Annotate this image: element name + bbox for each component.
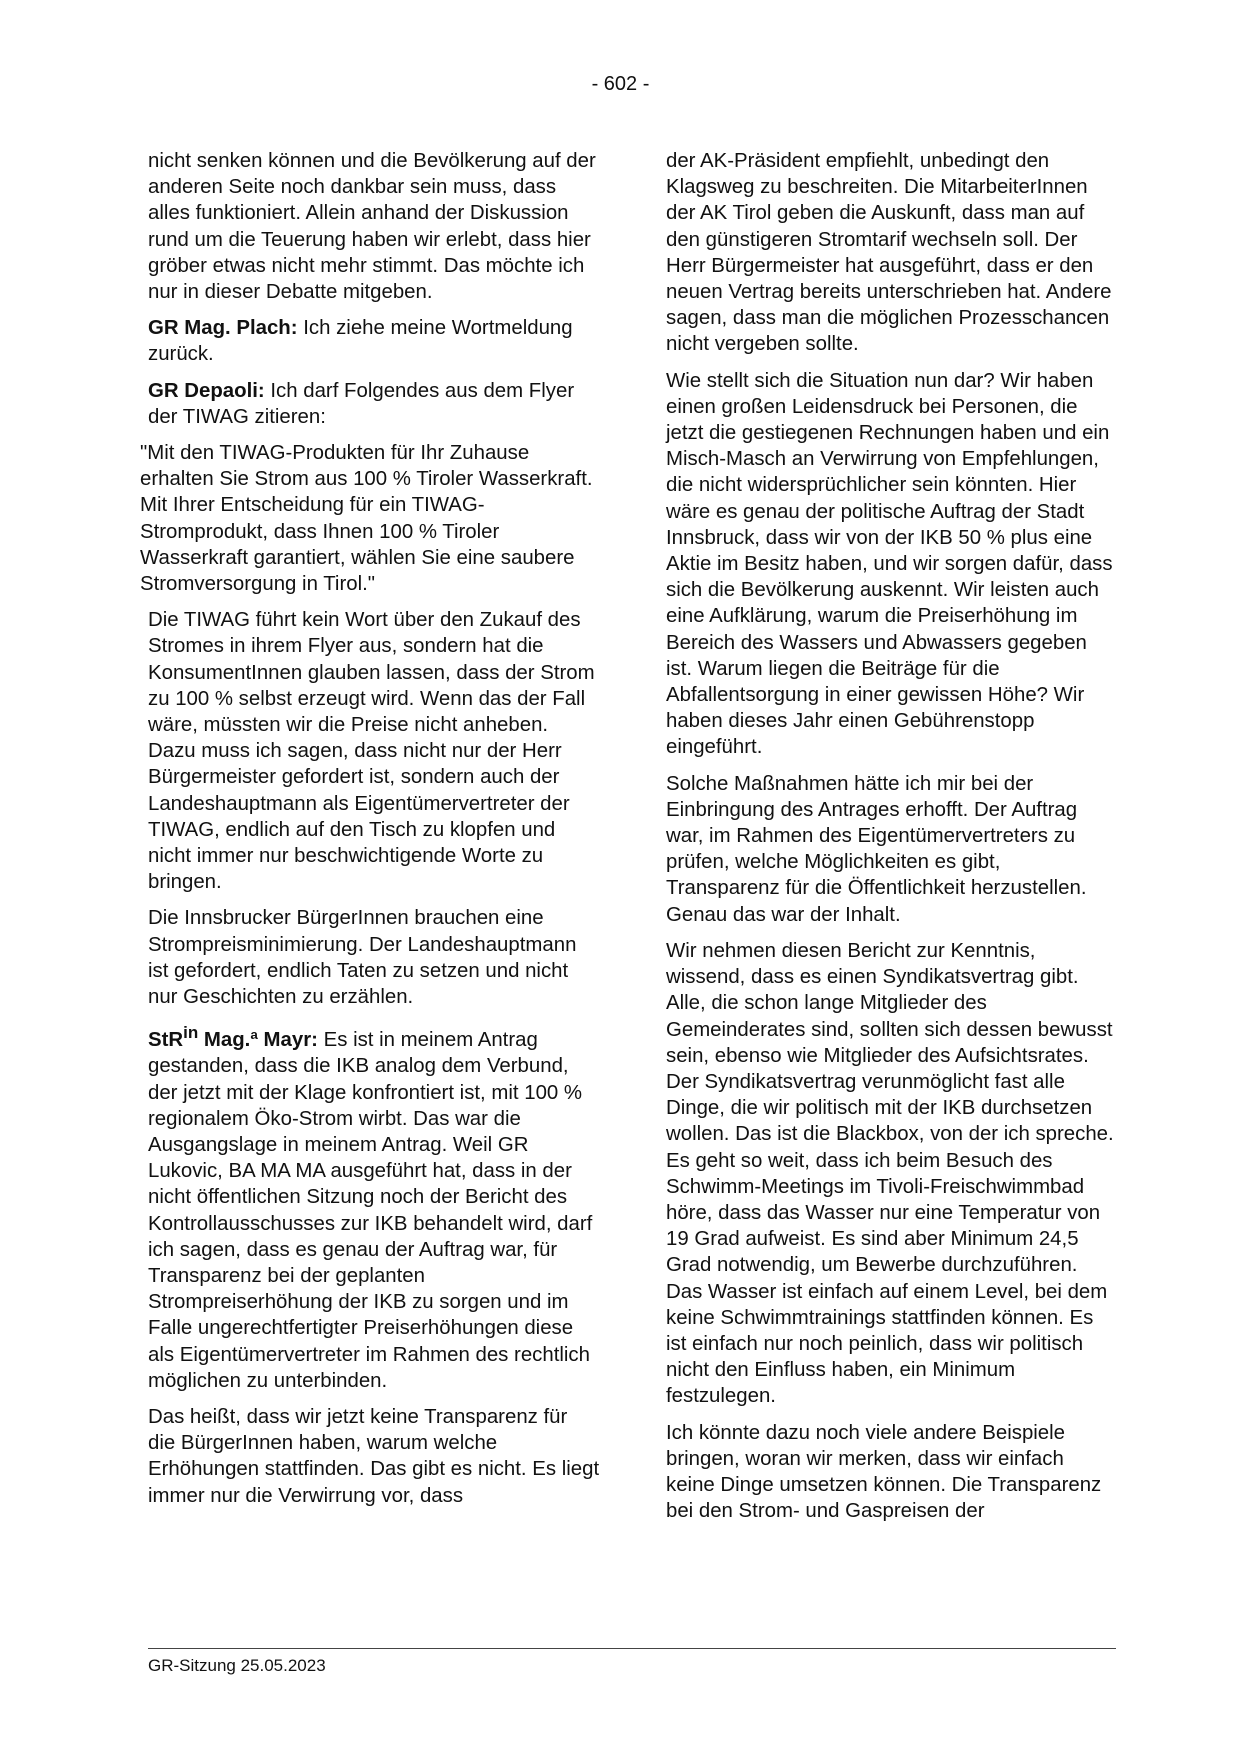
paragraph: Wie stellt sich die Situation nun dar? Wir haben einen großen Leidensdruck bei Personen, die jetzt die gestiegenen Rechnungen haben und ein Misch-Masch an Verwirrung von Empfehlungen, die nicht widersprüchlicher sein könnten. Hier wäre es genau der politische Auftrag der Stadt Innsbruck, dass wir von der IKB 50 % plus eine Aktie im Besitz haben, und wir sorgen dafür, dass sich die Bevölkerung auskennt. Wir leisten auch eine Aufklärung, warum die Preiserhöhung im Bereich des Wassers und Abwassers gegeben ist. Warum liegen die Beiträge für die Abfallentsorgung in einer gewissen Höhe? Wir haben dieses Jahr einen Gebührenstopp eingeführt. [666,369,1113,759]
paragraph: Solche Maßnahmen hätte ich mir bei der Einbringung des Antrages erhofft. Der Auftrag war, im Rahmen des Eigentümervertreters zu prüfen, welche Möglichkeiten es gibt, Transparenz für die Öffentlichkeit herzustellen. Genau das war der Inhalt. [666,772,1087,926]
left-column [140,148,600,1519]
speaker-title-sup: in [183,1023,199,1043]
paragraph: der AK-Präsident empfiehlt, unbedingt den Klagsweg zu beschreiten. Die MitarbeiterInnen der AK Tirol geben die Auskunft, dass man auf den günstigeren Stromtarif wechseln soll. Der Herr Bürgermeister hat ausgeführt, dass er den neuen Vertrag bereits unterschrieben hat. Andere sagen, dass man die möglichen Prozesschancen nicht vergeben sollte. [666,150,1112,356]
speech-paragraph [148,315,600,367]
speaker-title: StR [148,1029,184,1052]
speech-text: Ich darf Folgendes aus dem Flyer der TIWAG zitieren: [148,379,575,428]
page-number: - 602 - [591,73,650,95]
speech-text: Ich ziehe meine Wortmeldung zurück. [148,317,573,366]
speech-text: Es ist in meinem Antrag gestanden, dass die IKB analog dem Verbund, der jetzt mit der Klage konfrontiert ist, mit 100 % regionalem Öko-Strom wirbt. Das war die Ausgangslage in meinem Antrag. Weil GR Lukovic, BA MA MA ausgeführt hat, dass in der nicht öffentlichen Sitzung noch der Bericht des Kontrollausschusses zur IKB behandelt wird, darf ich sagen, dass es genau der Auftrag war, für Transparenz bei der geplanten Strompreiserhöhung der IKB zu sorgen und im Falle ungerechtfertigter Preiserhöhungen diese als Eigentümervertreter im Rahmen des rechtlich möglichen zu unterbinden. [148,1029,593,1392]
paragraph: Wir nehmen diesen Bericht zur Kenntnis, wissend, dass es einen Syndikatsvertrag gibt. Alle, die schon lange Mitglieder des Gemeinderates sind, sollten sich dessen bewusst sein, ebenso wie Mitglieder des Aufsichtsrates. Der Syndikatsvertrag verunmöglicht fast alle Dinge, die wir politisch mit der IKB durchsetzen wollen. Das ist die Blackbox, von der ich spreche. Es geht so weit, dass ich beim Besuch des Schwimm-Meetings im Tivoli-Freischwimmbad höre, dass das Wasser nur eine Temperatur von 19 Grad aufweist. Es sind aber Minimum 24,5 Grad notwendig, um Bewerbe durchzuführen. Das Wasser ist einfach auf einem Level, bei dem keine Schwimmtrainings stattfinden können. Es ist einfach nur noch peinlich, dass wir politisch nicht den Einfluss haben, ein Minimum festzulegen. [666,939,1114,1408]
paragraph: Die TIWAG führt kein Wort über den Zukauf des Stromes in ihrem Flyer aus, sondern hat die KonsumentInnen glauben lassen, dass der Strom zu 100 % selbst erzeugt wird. Wenn das der Fall wäre, müssten wir die Preise nicht anheben. Dazu muss ich sagen, dass nicht nur der Herr Bürgermeister gefordert ist, sondern auch der Landeshauptmann als Eigentümervertreter der TIWAG, endlich auf den Tisch zu klopfen und nicht immer nur beschwichtigende Worte zu bringen. [148,609,595,894]
paragraph: Das heißt, dass wir jetzt keine Transparenz für die BürgerInnen haben, warum welche Erhöhungen stattfinden. Das gibt es nicht. Es liegt immer nur die Verwirrung vor, dass [148,1405,600,1507]
speaker-name-rest: Mag.ª Mayr: [198,1029,318,1052]
speech-paragraph [148,378,600,430]
paragraph: Die Innsbrucker BürgerInnen brauchen eine Strompreisminimierung. Der Landeshauptmann ist gefordert, endlich Taten zu setzen und nicht nur Geschichten zu erzählen. [148,907,577,1009]
speaker-name [148,1023,318,1052]
quotation: "Mit den TIWAG-Produkten für Ihr Zuhause erhalten Sie Strom aus 100 % Tiroler Wasserkraft. Mit Ihrer Entscheidung für ein TIWAG-Stromprodukt, dass Ihnen 100 % Tiroler Wasserkraft garantiert, wählen Sie eine saubere Stromversorgung in Tirol." [140,442,593,596]
speaker-name: GR Depaoli: [148,379,265,402]
paragraph: nicht senken können und die Bevölkerung auf der anderen Seite noch dankbar sein muss, dass alles funktioniert. Allein anhand der Diskussion rund um die Teuerung haben wir erlebt, dass hier gröber etwas nicht mehr stimmt. Das möchte ich nur in dieser Debatte mitgeben. [148,150,596,304]
paragraph: Ich könnte dazu noch viele andere Beispiele bringen, woran wir merken, dass wir einfach keine Dinge umsetzen können. Die Transparenz bei den Strom- und Gaspreisen der [666,1421,1102,1523]
speech-paragraph [148,1020,600,1394]
footer-divider [148,1648,1116,1649]
footer-date: GR-Sitzung 25.05.2023 [148,1656,326,1675]
right-column [666,148,1118,1534]
speaker-name: GR Mag. Plach: [148,317,298,340]
